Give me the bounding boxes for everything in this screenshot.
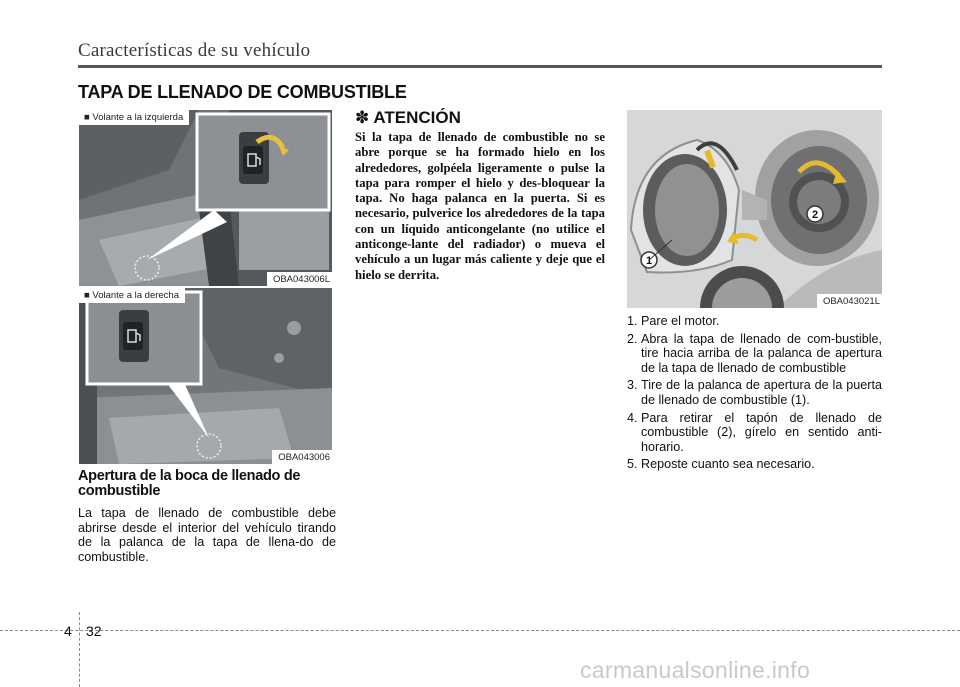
fuel-door-photo <box>627 110 882 308</box>
figure-code: OBA043021L <box>817 294 882 308</box>
watermark: carmanualsonline.info <box>580 657 811 683</box>
marker-2: 2 <box>811 209 819 221</box>
fuel-lever-photo-lhd <box>79 110 332 286</box>
caution-title: ✽ ATENCIÓN <box>355 108 461 127</box>
list-item: 3. Tire de la palanca de apertura de la puerta de llenado de combustible (1). <box>627 378 882 407</box>
figure-fuel-door <box>627 110 882 308</box>
figure-right-hand-drive <box>79 288 332 464</box>
subsection-heading: Apertura de la boca de llenado de combustible <box>78 468 301 499</box>
footer-vertical-divider <box>79 612 80 687</box>
figure-left-hand-drive <box>79 110 332 286</box>
caution-paragraph: Si la tapa de llenado de combustible no se abre porque se ha formado hielo en los alrededores, golpéela ligeramente o pulse la tapa para romper el hielo y des-bloquear la tapa. No haga palanca en la puerta. Si es necesario, pulverice los alrededores de la tapa con un líquido anticongelante (no utilice el anticonge-lante del radiador) o mueva el vehículo a un lugar más caliente y deje que el hielo se derrita. <box>355 130 605 282</box>
header-rule <box>78 65 882 68</box>
marker-1: 1 <box>645 255 653 267</box>
footer-divider <box>0 630 960 631</box>
refuel-steps-list <box>627 314 882 475</box>
list-item: 1. Pare el motor. <box>627 314 720 328</box>
figure-code: OBA043006 <box>272 450 332 464</box>
list-item: 4. Para retirar el tapón de llenado de combustible (2), gírelo en sentido anti-horario. <box>627 410 882 454</box>
list-item: 5. Reposte cuanto sea necesario. <box>627 457 815 472</box>
list-item: 2. Abra la tapa de llenado de com-bustible, tire hacia arriba de la palanca de apertura de la tapa de llenado de combustible <box>627 331 882 375</box>
opening-paragraph: La tapa de llenado de combustible debe abrirse desde el interior del vehículo tirando de la palanca de la tapa de llena-do de combustible. <box>78 506 336 564</box>
chapter-number: 4 <box>64 623 72 639</box>
fuel-lever-photo-rhd <box>79 288 332 464</box>
figure-tag: ■ Volante a la izquierda <box>79 110 189 125</box>
section-title: TAPA DE LLENADO DE COMBUSTIBLE <box>78 82 407 102</box>
page-number: 32 <box>86 623 102 639</box>
figure-code: OBA043006L <box>267 272 332 286</box>
figure-tag: ■ Volante a la derecha <box>79 288 185 303</box>
running-header: Características de su vehículo <box>78 40 311 61</box>
